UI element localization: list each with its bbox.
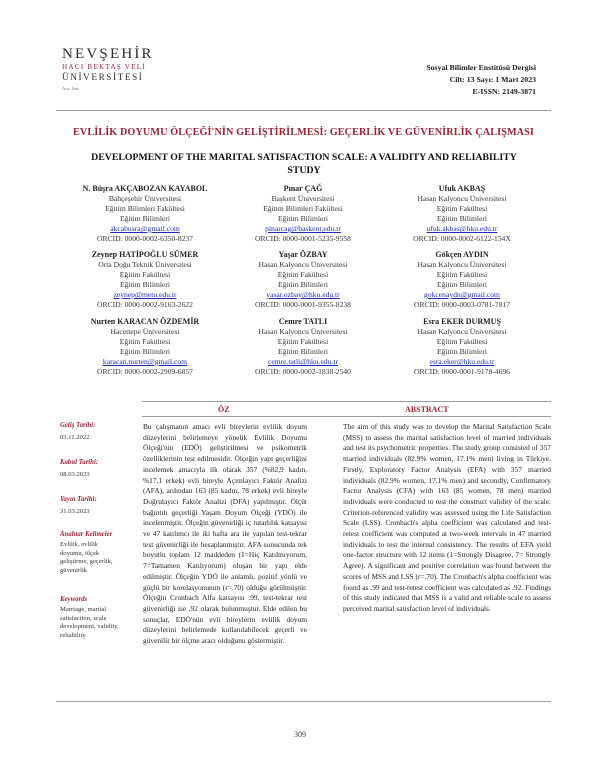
author-block <box>55 250 235 310</box>
author-university: Bahçeşehir Üniversitesi <box>108 194 182 203</box>
author-name: Ufuk AKBAŞ <box>438 184 486 193</box>
author-department: Eğitim Bilimleri <box>437 347 487 356</box>
author-name: Gökçen AYDIN <box>435 250 489 259</box>
author-name: Pınar ÇAĞ <box>283 184 323 193</box>
author-name: Cemre TATLI <box>278 317 328 326</box>
sidebar-accepted <box>60 459 140 480</box>
author-faculty: Eğitim Fakültesi <box>436 204 488 213</box>
author-block <box>372 250 552 310</box>
author-block <box>213 184 393 244</box>
journal-issue: Cilt: 13 Sayı: 1 Mart 2023 <box>449 75 536 84</box>
author-department: Eğitim Bilimleri <box>120 214 170 223</box>
author-department: Eğitim Bilimleri <box>120 347 170 356</box>
keywords-en-list: Marriage, marital satisfaction, scale development, validity, reliability <box>60 606 119 639</box>
author-department: Eğitim Bilimleri <box>278 214 328 223</box>
author-name: Nurten KARACAN ÖZDEMİR <box>90 317 200 326</box>
author-university: Hasan Kalyoncu Üniversitesi <box>258 327 348 336</box>
author-orcid: ORCID: 0000-0002-9163-2622 <box>97 300 193 309</box>
oz-text: Bu çalışmanın amacı evli bireylerin evlilik doyum düzeylerini belirlemeye yönelik Evlilik Doyumu Ölçeği'nin (EDÖ) geliştirilmesi ve psikometrik özelliklerinin test edilmesidir. Ölçeğin yapı geçerliğini incelemek amacıyla ilk olarak 357 (%82,9 kadın, %17,1 erkek) evli bireyle Açımlayıcı Faktör Analizi (AFA), ardından 163 (85 kadın, 78 erkek) evli bireyle Doğrulayıcı Faktör Analizi (DFA) yapılmıştır. Ölçüt bağıntılı geçerliği Yaşam Doyum Ölçeği (YDÖ) ile incelenmiştir. Ölçeğin güvenirliği iç tutarlılık katsayısı ve 47 katılımcı ile iki hafta ara ile yapılan test-tekrar test güvenirliği ile hesaplanmıştır. AFA sonucunda tek boyutlu toplam 12 maddeden (1=Hiç Katılmıyorum, 7=Tamamen Katılıyorum) oluşan bir yapı elde edilmiştir. Ölçeğin YDÖ ile anlamlı, pozitif yönlü ve güçlü bir korelasyonunun (r=.70) olduğu görülmüştür. Ölçeğin Cronbach Alfa katsayısı .99, test-tekrar test güvenirliği ise .92 olarak bulunmuştur. Elde edilen bu sonuçlar, EDÖ'nün evli bireylerin evlilik doyum düzeylerini belirlemede kullanılabilecek geçerli ve güvenilir bir ölçme aracı olduğunu göstermiştir. <box>143 422 307 646</box>
author-university: Başkent Üniversitesi <box>271 194 335 203</box>
abstract-text: The aim of this study was to develop the Marital Satisfaction Scale (MSS) to assess the marital satisfaction level of married individuals and test its psychometric properties. The study group consisted of 357 married individuals (82.9% women, 17.1% men) living in Türkiye. Firstly, Exploratory Factor Analysis (EFA) with 357 married individuals (82.9% women, 17.1% men) and secondly, Confirmatory Factor Analysis (CFA) with 163 (85 women, 78 men) married individuals were conducted to test the construct validity of the scale. Criterion-referenced validity was assessed using the Life Satisfaction Scale (LSS). Cronbach's alpha coefficient was calculated and test-retest coefficient was computed at two-week intervals in 47 married individuals to test the internal consistency. The results of EFA yield one-factor structure with 12 items (1=Strongly Disagree, 7= Strongly Agree). A significant and positive correlation was found between the scores of MSS and LSS (r=.70). The Cronbach's alpha coefficient was found as .99 and test-retest coefficient was calculated as .92. Findings of this study indicated that MSS is a valid and reliable scale to assess perceived marital satisfaction level of individuals. <box>343 422 551 613</box>
author-faculty: Eğitim Fakültesi <box>277 337 329 346</box>
author-block <box>213 250 393 310</box>
sidebar-received <box>60 422 140 443</box>
author-block <box>213 317 393 377</box>
author-orcid: ORCID: 0000-0001-5235-9558 <box>255 234 351 243</box>
page-number: 309 <box>294 730 306 739</box>
author-email[interactable]: esra.eker@hku.edu.tr <box>429 357 495 366</box>
author-name: Zeynep HATİPOĞLU SÜMER <box>91 250 199 259</box>
published-date: 31.03.2023 <box>60 508 90 516</box>
author-block <box>55 184 235 244</box>
section-divider-bottom <box>142 416 551 417</box>
author-orcid: ORCID: 0000-0002-6350-8237 <box>97 234 193 243</box>
author-university: Hasan Kalyoncu Üniversitesi <box>417 260 507 269</box>
accepted-label: Kabul Tarihi: <box>60 459 99 466</box>
sidebar-keywords-en <box>60 596 140 640</box>
author-faculty: Eğitim Bilimleri Fakültesi <box>105 204 185 213</box>
journal-issn: E-ISSN: 2149-3871 <box>472 87 536 96</box>
author-faculty: Eğitim Fakültesi <box>119 337 171 346</box>
accepted-date: 08.03.2023 <box>60 471 90 479</box>
author-orcid: ORCID: 0000-0003-0781-7817 <box>414 300 510 309</box>
author-faculty: Eğitim Fakültesi <box>436 270 488 279</box>
title-turkish: EVLİLİK DOYUMU ÖLÇEĞİ'NİN GELİŞTİRİLMESİ: GEÇERLİK VE GÜVENİRLİK ÇALIŞMASI <box>73 127 534 138</box>
keywords-tr-list: Evlilik, evlilik doyumu, ölçek geliştirme, geçerlik, güvenirlik <box>60 541 113 574</box>
logo-title: NEVŞEHİR <box>62 46 154 62</box>
header-divider <box>56 110 551 111</box>
footer-divider <box>56 701 551 702</box>
published-label: Yayın Tarihi: <box>60 496 97 503</box>
author-email[interactable]: cemre.tatli@hku.edu.tr <box>267 357 339 366</box>
oz-heading: ÖZ <box>218 405 230 414</box>
author-email[interactable]: karacan.nurten@gmail.com <box>102 357 188 366</box>
author-orcid: ORCID: 0000-0001-9355-8238 <box>255 300 351 309</box>
keywords-tr-label: Anahtar Kelimeler <box>60 531 113 538</box>
logo-subtitle: HACI BEKTAŞ VELİ <box>62 63 146 71</box>
author-email[interactable]: akcabusra@gmail.com <box>110 224 180 233</box>
author-university: Hasan Kalyoncu Üniversitesi <box>417 194 507 203</box>
author-department: Eğitim Bilimleri <box>437 214 487 223</box>
author-orcid: ORCID: 0000-0002-2909-6857 <box>97 367 193 376</box>
author-email[interactable]: ufuk.akbas@hku.edu.tr <box>426 224 498 233</box>
sidebar-keywords-tr <box>60 531 140 575</box>
author-name: Yaşar ÖZBAY <box>278 250 328 259</box>
author-email[interactable]: pinarcag@baskent.edu.tr <box>265 224 341 233</box>
author-university: Hasan Kalyoncu Üniversitesi <box>417 327 507 336</box>
received-date: 03.11.2022 <box>60 434 90 442</box>
author-email[interactable]: zeynep@metu.edu.tr <box>113 290 177 299</box>
author-block <box>372 184 552 244</box>
author-department: Eğitim Bilimleri <box>278 280 328 289</box>
author-faculty: Eğitim Fakültesi <box>119 270 171 279</box>
author-university: Hacettepe Üniversitesi <box>110 327 180 336</box>
author-block <box>372 317 552 377</box>
section-divider-top <box>142 401 551 402</box>
title-english: DEVELOPMENT OF THE MARITAL SATISFACTION SCALE: A VALIDITY AND RELIABILITY STUDY <box>91 152 517 176</box>
journal-info <box>336 62 536 98</box>
author-name: N. Büşra AKÇABOZAN KAYABOL <box>82 184 208 193</box>
author-department: Eğitim Bilimleri <box>278 347 328 356</box>
author-university: Hasan Kalyoncu Üniversitesi <box>258 260 348 269</box>
author-faculty: Eğitim Bilimleri Fakültesi <box>263 204 343 213</box>
abstract-heading: ABSTRACT <box>405 405 449 414</box>
keywords-en-label: Keywords <box>60 596 88 603</box>
author-orcid: ORCID: 0000-0001-9178-4696 <box>414 367 510 376</box>
author-faculty: Eğitim Fakültesi <box>436 337 488 346</box>
sidebar-published <box>60 496 140 517</box>
journal-name: Sosyal Bilimler Enstitüsü Dergisi <box>426 63 536 72</box>
author-email[interactable]: yasar.ozbay@hku.edu.tr <box>266 290 340 299</box>
author-orcid: ORCID: 0000-0002-1838-2540 <box>255 367 351 376</box>
author-university: Orta Doğu Teknik Üniversitesi <box>98 260 192 269</box>
author-orcid: ORCID: 0000-0002-6122-154X <box>413 234 511 243</box>
author-faculty: Eğitim Fakültesi <box>277 270 329 279</box>
author-block <box>55 317 235 377</box>
received-label: Geliş Tarihi: <box>60 422 96 429</box>
author-department: Eğitim Bilimleri <box>437 280 487 289</box>
logo-university: ÜNİVERSİTESİ <box>62 72 144 82</box>
author-department: Eğitim Bilimleri <box>120 280 170 289</box>
author-email[interactable]: gokcenaydn@gmail.com <box>424 290 500 299</box>
author-name: Esra EKER DURMUŞ <box>423 317 501 326</box>
logo-tagline: Arts. Inst. <box>62 86 80 91</box>
